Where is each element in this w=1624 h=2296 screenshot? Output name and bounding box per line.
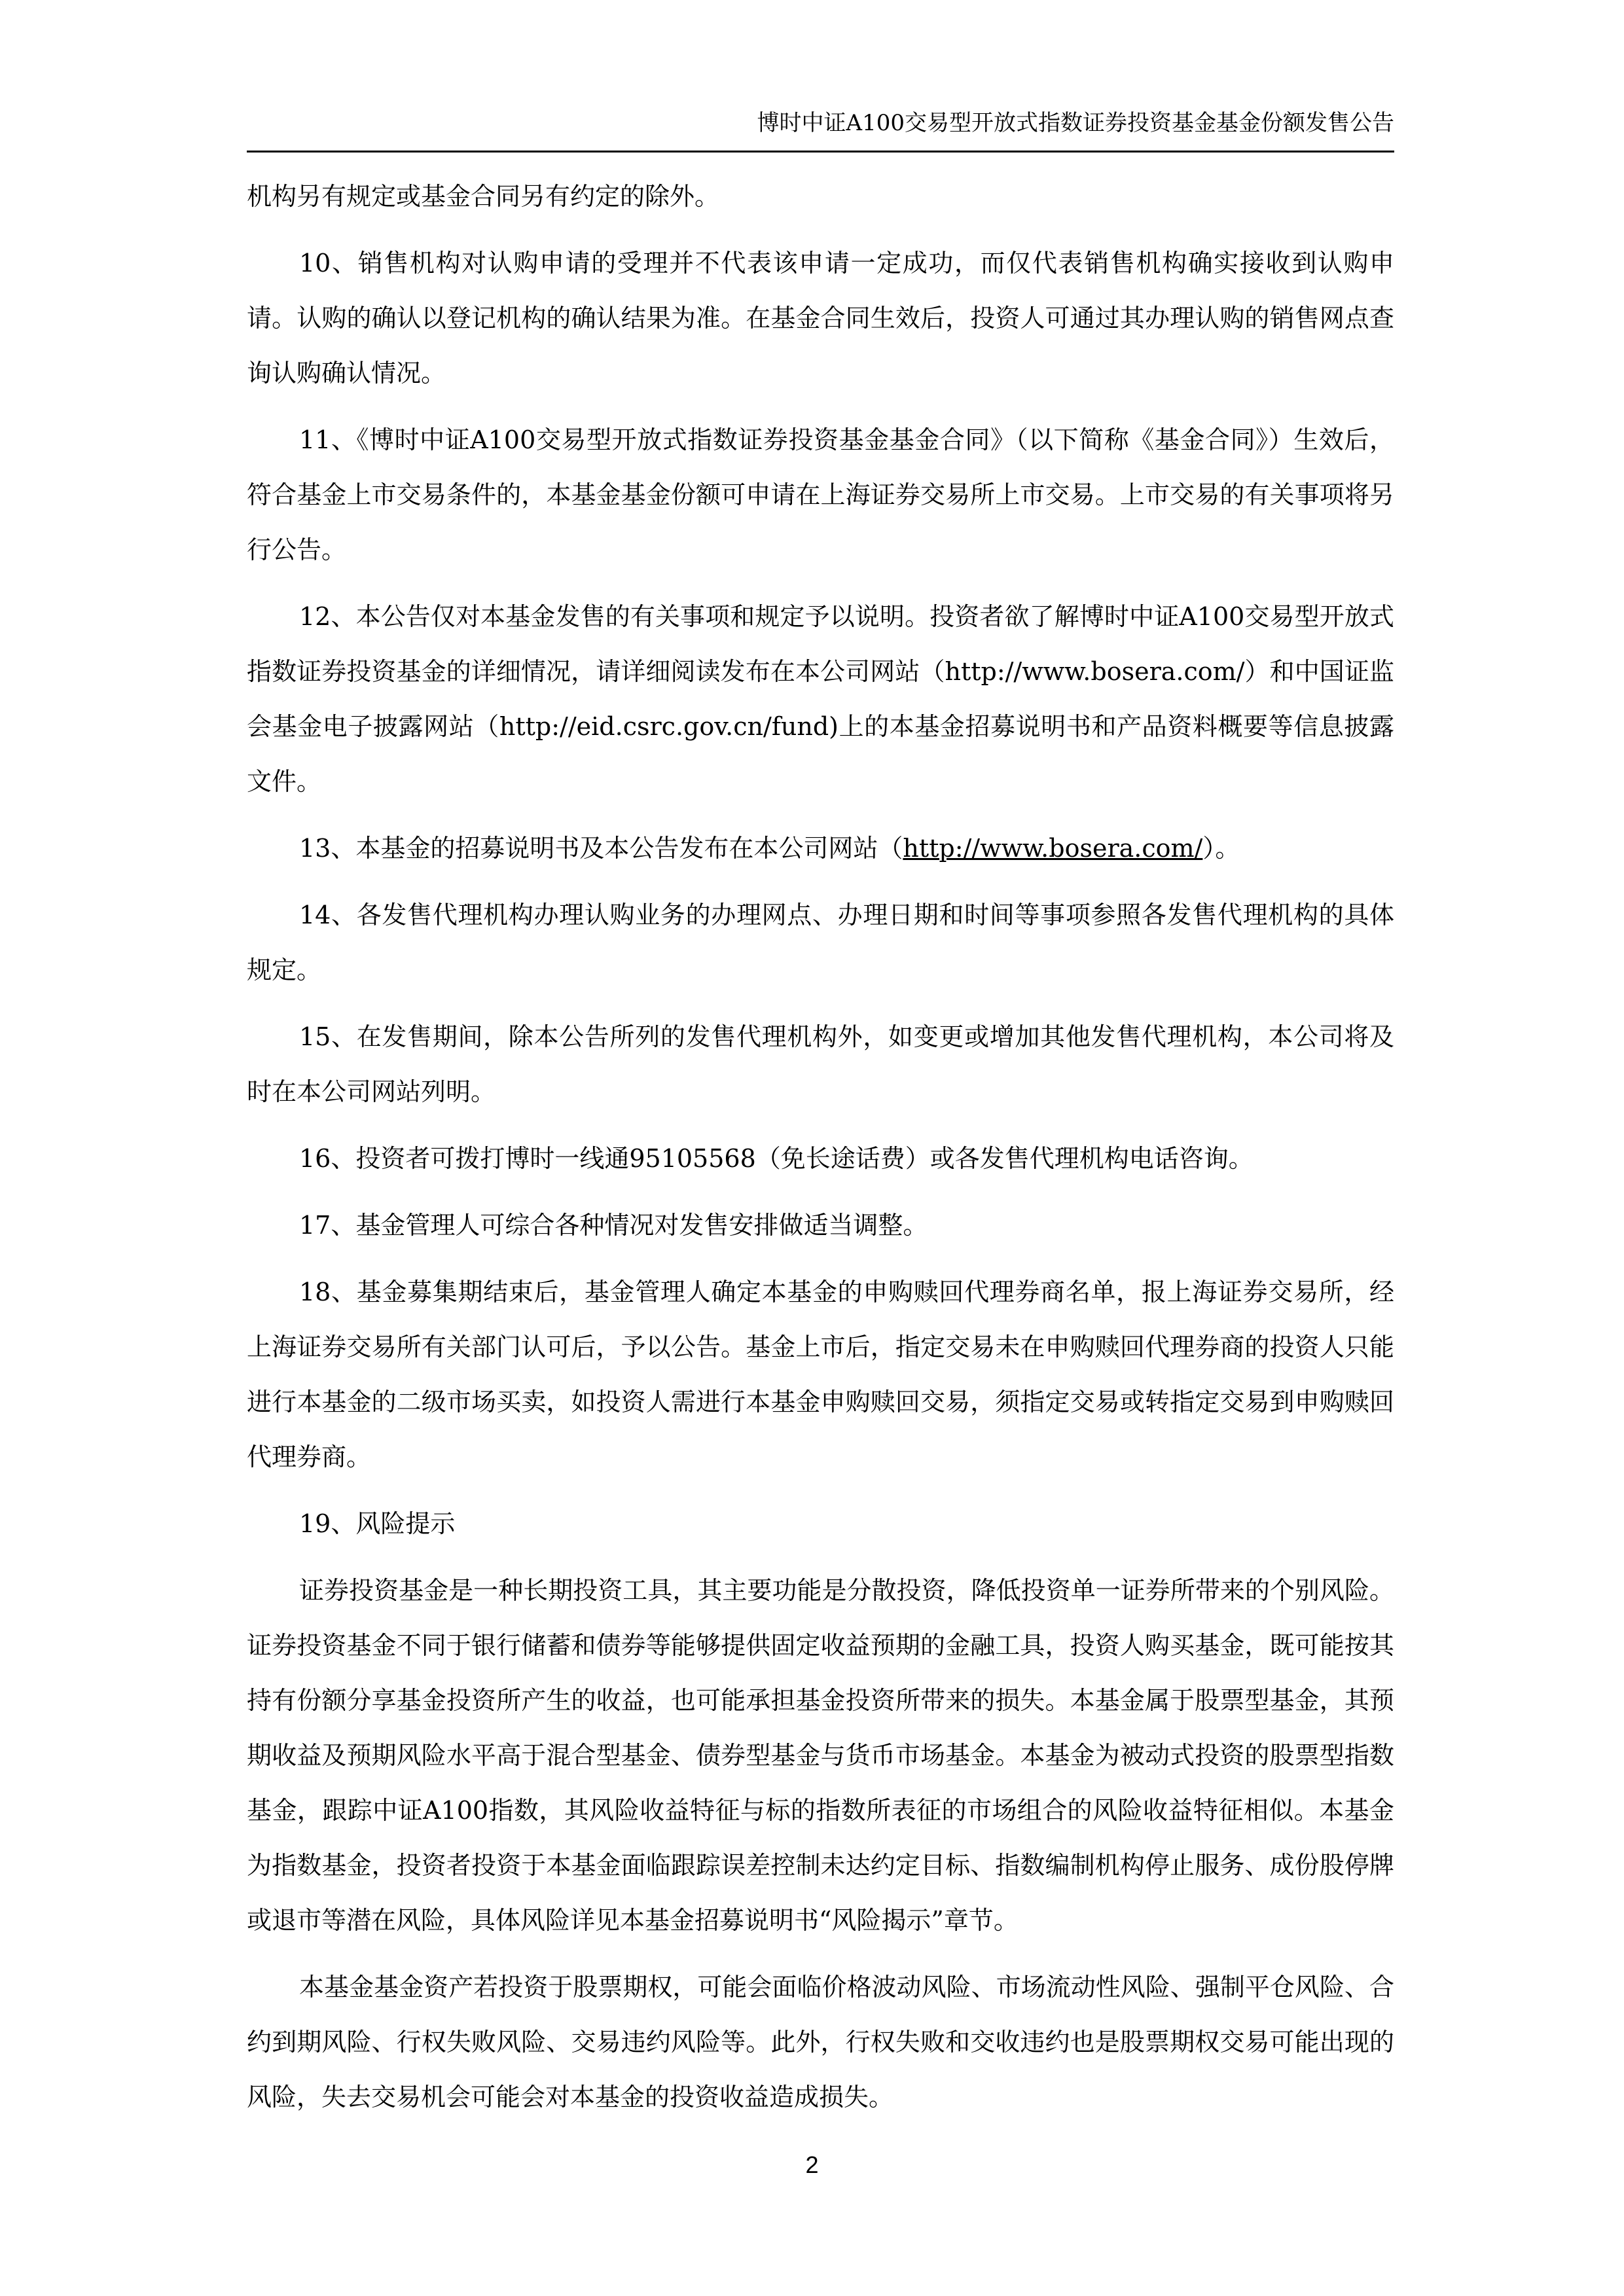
document-body [247, 169, 1394, 2125]
paragraph-item-13-text: 13、本基金的招募说明书及本公告发布在本公司网站（ [299, 834, 903, 863]
risk-paragraph-1: 证券投资基金是一种长期投资工具，其主要功能是分散投资，降低投资单一证券所带来的个别风险。证券投资基金不同于银行储蓄和债券等能够提供固定收益预期的金融工具，投资人购买基金，既可能按其持有份额分享基金投资所产生的收益，也可能承担基金投资所带来的损失。本基金属于股票型基金，其预期收益及预期风险水平高于混合型基金、债券型基金与货币市场基金。本基金为被动式投资的股票型指数基金，跟踪中证A100指数，其风险收益特征与标的指数所表征的市场组合的风险收益特征相似。本基金为指数基金，投资者投资于本基金面临跟踪误差控制未达约定目标、指数编制机构停止服务、成份股停牌或退市等潜在风险，具体风险详见本基金招募说明书“风险揭示”章节。 [247, 1576, 1394, 1935]
paragraph-item-12: 12、本公告仅对本基金发售的有关事项和规定予以说明。投资者欲了解博时中证A100交易型开放式指数证券投资基金的详细情况，请详细阅读发布在本公司网站（http://www.bosera.com/）和中国证监会基金电子披露网站（http://eid.csrc.gov.cn/fund)上的本基金招募说明书和产品资料概要等信息披露文件。 [247, 602, 1394, 796]
page-header [247, 110, 1394, 152]
page-number: 2 [805, 2151, 819, 2178]
company-website-link[interactable]: http://www.bosera.com/ [903, 834, 1203, 863]
paragraph-item-15: 15、在发售期间，除本公告所列的发售代理机构外，如变更或增加其他发售代理机构，本公司将及时在本公司网站列明。 [247, 1022, 1394, 1106]
paragraph-item-13 [247, 821, 1394, 876]
paragraph-continuation: 机构另有规定或基金合同另有约定的除外。 [247, 182, 720, 211]
paragraph-item-10: 10、销售机构对认购申请的受理并不代表该申请一定成功，而仅代表销售机构确实接收到认购申请。认购的确认以登记机构的确认结果为准。在基金合同生效后，投资人可通过其办理认购的销售网点查询认购确认情况。 [247, 249, 1394, 387]
paragraph-item-11: 11、《博时中证A100交易型开放式指数证券投资基金基金合同》（以下简称《基金合同》）生效后，符合基金上市交易条件的，本基金基金份额可申请在上海证券交易所上市交易。上市交易的有关事项将另行公告。 [247, 425, 1394, 564]
paragraph-item-16: 16、投资者可拨打博时一线通95105568（免长途话费）或各发售代理机构电话咨询。 [299, 1144, 1254, 1173]
risk-paragraph-2: 本基金基金资产若投资于股票期权，可能会面临价格波动风险、市场流动性风险、强制平仓风险、合约到期风险、行权失败风险、交易违约风险等。此外，行权失败和交收违约也是股票期权交易可能出现的风险，失去交易机会可能会对本基金的投资收益造成损失。 [247, 1973, 1394, 2111]
paragraph-item-17: 17、基金管理人可综合各种情况对发售安排做适当调整。 [299, 1211, 928, 1240]
paragraph-item-19-heading: 19、风险提示 [299, 1509, 456, 1538]
paragraph-item-18: 18、基金募集期结束后，基金管理人确定本基金的申购赎回代理券商名单，报上海证券交易所，经上海证券交易所有关部门认可后，予以公告。基金上市后，指定交易未在申购赎回代理券商的投资人只能进行本基金的二级市场买卖，如投资人需进行本基金申购赎回交易，须指定交易或转指定交易到申购赎回代理券商。 [247, 1278, 1394, 1471]
document-title: 博时中证A100交易型开放式指数证券投资基金基金份额发售公告 [757, 110, 1394, 136]
paragraph-item-13-end: ）。 [1202, 834, 1240, 863]
paragraph-item-14: 14、各发售代理机构办理认购业务的办理网点、办理日期和时间等事项参照各发售代理机构的具体规定。 [247, 901, 1394, 984]
